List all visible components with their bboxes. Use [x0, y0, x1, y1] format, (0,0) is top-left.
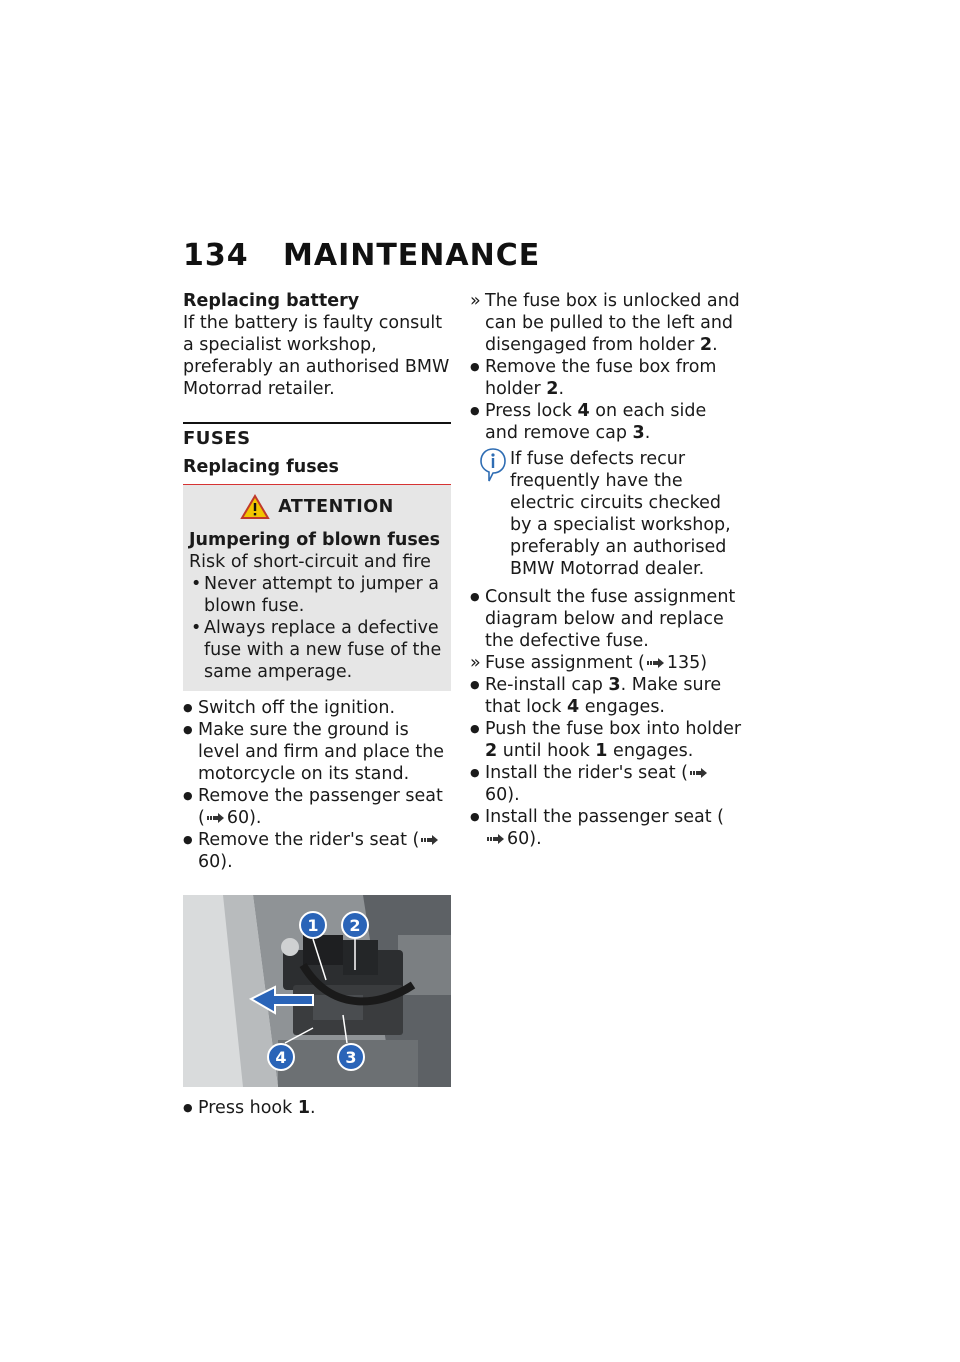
reference-arrow-icon — [487, 833, 505, 845]
list-item: ● Re-install cap 3. Make sure that lock 4 engages. — [470, 674, 742, 718]
list-item: ● Press lock 4 on each side and remove cap 3. — [470, 400, 742, 444]
right-steps-list-2 — [470, 586, 742, 850]
photo-label-text: 4 — [275, 1048, 287, 1067]
result-item: » Fuse assignment ( 135) — [470, 652, 742, 674]
left-column — [183, 290, 451, 1119]
list-item: ● Install the rider's seat (60). — [470, 762, 742, 806]
section-rule — [183, 422, 451, 424]
attention-title: ATTENTION — [278, 497, 394, 517]
info-icon — [480, 448, 506, 482]
reference-arrow-icon — [690, 767, 708, 779]
info-text: If fuse defects recur frequently have the electric circuits checked by a specialist workshop, preferably an authorised BMW Motorrad dealer. — [510, 449, 731, 579]
result-item: » The fuse box is unlocked and can be pulled to the left and disengaged from holder 2. — [470, 290, 742, 356]
list-item: ● Press hook 1. — [183, 1097, 451, 1119]
attention-header — [189, 491, 445, 523]
page-reference[interactable]: 135) — [666, 653, 708, 673]
list-item: ● Remove the rider's seat (60). — [183, 829, 451, 873]
page-header — [183, 238, 540, 273]
photo-label-text: 1 — [307, 916, 319, 935]
right-column — [470, 290, 742, 850]
battery-text: If the battery is faulty consult a specialist workshop, preferably an authorised BMW Motorrad retailer. — [183, 313, 450, 399]
section-title: MAINTENANCE — [283, 238, 541, 273]
reference-arrow-icon — [421, 834, 439, 846]
right-steps-list — [470, 290, 742, 444]
list-item: ● Make sure the ground is level and firm and place the motorcycle on its stand. — [183, 719, 451, 785]
list-item: • Always replace a defective fuse with a new fuse of the same amperage. — [189, 617, 445, 683]
reference-arrow-icon — [207, 812, 225, 824]
list-item: • Never attempt to jumper a blown fuse. — [189, 573, 445, 617]
fuses-heading: FUSES — [183, 428, 251, 449]
attention-list — [189, 573, 445, 683]
warning-icon — [240, 494, 270, 520]
steps-list — [183, 697, 451, 873]
page-reference[interactable]: 60). — [198, 852, 233, 872]
attention-box — [183, 485, 451, 691]
fuse-box-photo — [183, 895, 451, 1087]
page-reference[interactable]: 60). — [507, 829, 542, 849]
page-number: 134 — [183, 238, 249, 273]
photo-label-text: 3 — [345, 1048, 357, 1067]
fuse-box-illustration — [183, 895, 451, 1087]
list-item: ● Remove the passenger seat ( 60). — [183, 785, 451, 829]
photo-label-text: 2 — [349, 916, 361, 935]
page-reference[interactable]: 60). — [485, 785, 520, 805]
list-item: ● Push the fuse box into holder 2 until hook 1 engages. — [470, 718, 742, 762]
page-reference[interactable]: 60). — [226, 808, 262, 828]
list-item: ● Remove the fuse box from holder 2. — [470, 356, 742, 400]
attention-risk: Risk of short-circuit and fire — [189, 552, 431, 572]
replacing-fuses-heading: Replacing fuses — [183, 457, 339, 477]
list-item: ● Consult the fuse assignment diagram below and replace the defective fuse. — [470, 586, 742, 652]
reference-arrow-icon — [647, 657, 665, 669]
battery-heading: Replacing battery — [183, 291, 360, 311]
info-note — [470, 448, 742, 580]
list-item: ● Install the passenger seat (60). — [470, 806, 742, 850]
after-photo-list — [183, 1097, 451, 1119]
list-item: ● Switch off the ignition. — [183, 697, 451, 719]
attention-subtitle: Jumpering of blown fuses — [189, 530, 441, 550]
